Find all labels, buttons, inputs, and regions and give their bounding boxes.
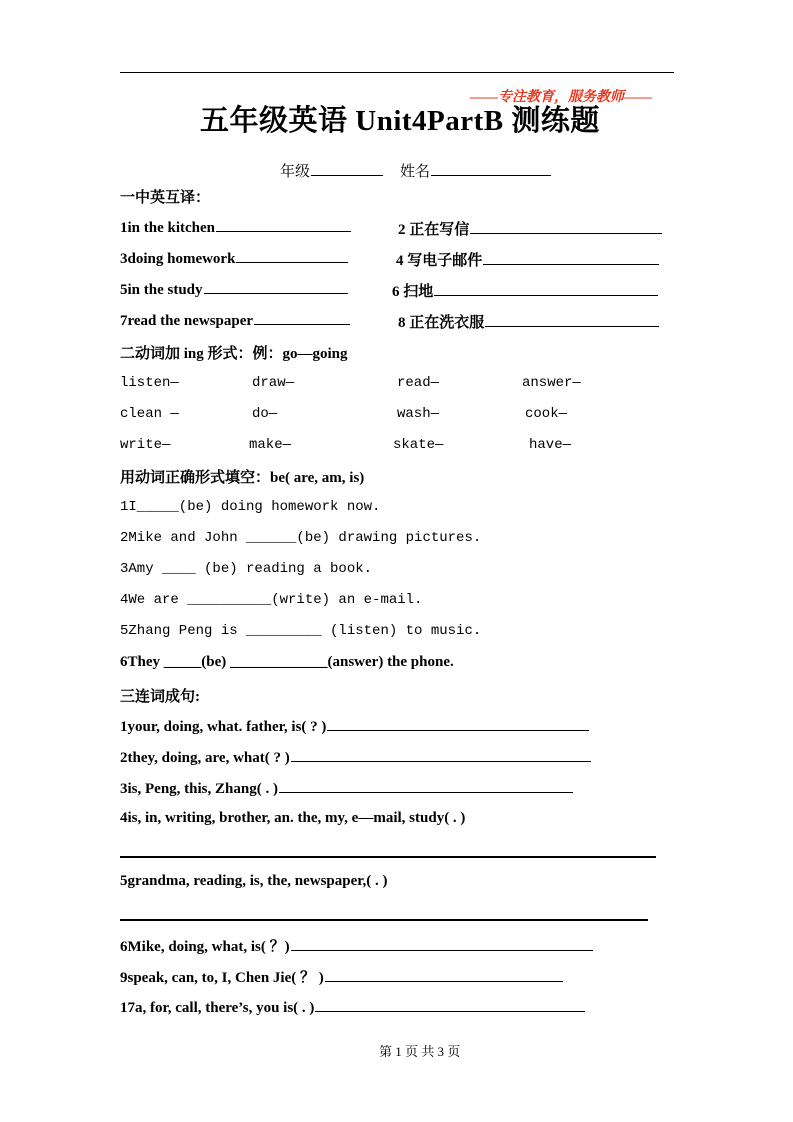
name-field xyxy=(400,160,551,181)
answer-blank xyxy=(291,937,593,951)
fill-blank-item: 1I_____(be) doing homework now. xyxy=(120,499,381,515)
verb-word: read— xyxy=(397,375,440,391)
answer-blank xyxy=(434,282,658,296)
answer-blank xyxy=(327,717,589,731)
verb-word: do— xyxy=(252,406,278,422)
top-rule xyxy=(120,72,674,73)
sentence-item: 2they, doing, are, what( ? ) xyxy=(120,748,591,767)
translate-item: 6 扫地 xyxy=(392,280,658,301)
answer-blank xyxy=(485,313,659,327)
section1-heading: 一中英互译： xyxy=(120,190,211,206)
answer-blank xyxy=(216,218,351,232)
verb-word: skate— xyxy=(393,437,444,453)
answer-blank xyxy=(279,779,573,793)
fill-blank-item: 6They _____(be) _____________(answer) the phone. xyxy=(120,654,454,670)
verb-word: listen— xyxy=(120,375,179,391)
answer-blank xyxy=(291,748,591,762)
sentence-item: 4is, in, writing, brother, an. the, my, e—mail, study( . ) xyxy=(120,810,466,826)
answer-blank xyxy=(254,311,350,325)
verb-word: write— xyxy=(120,437,171,453)
section3-heading: 用动词正确形式填空：be( are, am, is) xyxy=(120,470,365,486)
fill-blank-item: 4We are __________(write) an e-mail. xyxy=(120,592,423,608)
answer-blank xyxy=(315,998,585,1012)
verb-word: clean — xyxy=(120,406,179,422)
answer-blank xyxy=(470,220,662,234)
sentence-item: 17a, for, call, there’s, you is( . ) xyxy=(120,998,585,1017)
grade-label: 年级 xyxy=(280,164,311,180)
translate-item: 1in the kitchen xyxy=(120,218,351,237)
name-blank xyxy=(431,162,551,176)
sentence-item: 1your, doing, what. father, is( ? ) xyxy=(120,717,589,736)
answer-blank xyxy=(236,249,348,263)
translate-item: 2 正在写信 xyxy=(398,218,662,239)
answer-blank xyxy=(325,968,563,982)
verb-word: cook— xyxy=(525,406,568,422)
page-title: 五年级英语 Unit4PartB 测练题 xyxy=(200,105,600,137)
translate-item: 3doing homework xyxy=(120,249,348,268)
translate-item: 8 正在洗衣服 xyxy=(398,311,659,332)
verb-word: answer— xyxy=(522,375,581,391)
verb-word: make— xyxy=(249,437,292,453)
sentence-item: 5grandma, reading, is, the, newspaper,( . ) xyxy=(120,873,388,889)
slogan: ——专注教育，服务教师—— xyxy=(470,90,652,105)
verb-word: have— xyxy=(529,437,572,453)
section4-heading: 三连词成句: xyxy=(120,689,200,705)
translate-item: 5in the study xyxy=(120,280,348,299)
verb-word: draw— xyxy=(252,375,295,391)
answer-blank xyxy=(483,251,659,265)
answer-blank xyxy=(204,280,348,294)
answer-line xyxy=(120,919,648,921)
sentence-item: 6Mike, doing, what, is( ？) xyxy=(120,935,593,956)
fill-blank-item: 3Amy ____ (be) reading a book. xyxy=(120,561,373,577)
fill-blank-item: 2Mike and John ______(be) drawing pictures. xyxy=(120,530,482,546)
name-label: 姓名 xyxy=(400,164,431,180)
sentence-item: 3is, Peng, this, Zhang( . ) xyxy=(120,779,573,798)
page-number: 第 1 页 共 3 页 xyxy=(379,1044,461,1059)
grade-field xyxy=(280,160,383,181)
fill-blank-item: 5Zhang Peng is _________ (listen) to music. xyxy=(120,623,482,639)
section2-heading: 二动词加 ing 形式：例：go—going xyxy=(120,346,348,362)
sentence-item: 9speak, can, to, I, Chen Jie( ？ ) xyxy=(120,966,563,987)
grade-blank xyxy=(311,162,383,176)
answer-line xyxy=(120,856,656,858)
translate-item: 4 写电子邮件 xyxy=(396,249,659,270)
verb-word: wash— xyxy=(397,406,440,422)
translate-item: 7read the newspaper xyxy=(120,311,350,330)
